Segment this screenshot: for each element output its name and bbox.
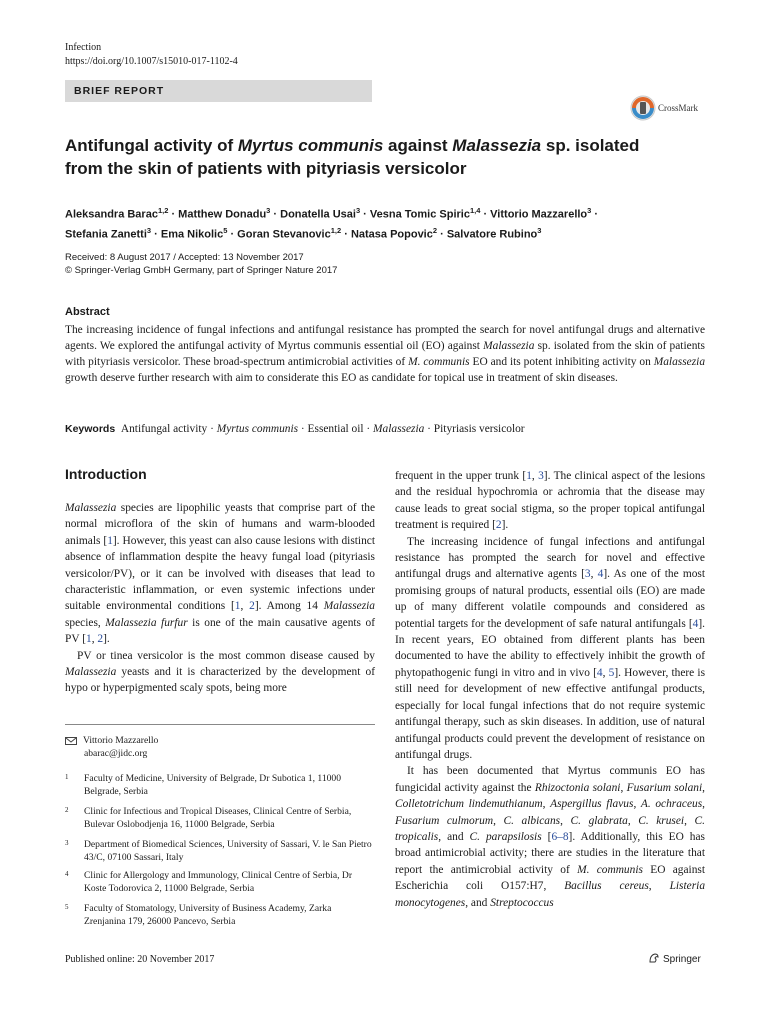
crossmark-label: CrossMark: [658, 103, 698, 113]
introduction-heading: Introduction: [65, 466, 147, 482]
citation-link[interactable]: 4: [692, 617, 699, 630]
author: Stefania Zanetti: [65, 228, 147, 241]
crossmark-icon: [629, 94, 719, 122]
right-column: [395, 468, 705, 911]
article-title: Antifungal activity of Myrtus communis against Malassezia sp. isolated from the skin of patients with pityriasis versicolor: [65, 136, 640, 178]
publisher-name: Springer: [663, 954, 701, 965]
author: Vittorio Mazzarello: [490, 208, 588, 221]
publisher-logo: [648, 952, 701, 965]
journal-name: Infection: [65, 42, 102, 53]
section-label: BRIEF REPORT: [65, 80, 372, 102]
left-column: [65, 500, 375, 697]
paragraph: The increasing incidence of fungal infections and antifungal resistance has prompted the search for novel and effective antifungal drugs and alternative agents [3, 4]. As one of the most promising groups of natural products, essential oils (EO) are made up of many different volatile compounds and considered as potential targets for the development of safe natural antifungals [4]. In recent years, EO obtained from different plants has been documented to have the ability to effectively inhibit the growth of phytopathogenic fungi in vitro and in vivo [4, 5]. However, there is still need for development of new effective antifungal products, especially for local fungal infections that do not require systemic antifungal therapy, such as skin diseases. In addition, use of natural antifungal products could prevent the development of resistance on antifungal drugs.: [395, 535, 706, 761]
paragraph: frequent in the upper trunk [1, 3]. The clinical aspect of the lesions and the residual hypochromia or achromia that the disease may cause leads to great social stigma, so the proper topical antifungal treatment is required [2].: [395, 470, 705, 532]
affiliation: 1 Faculty of Medicine, University of Belgrade, Dr Subotica 1, 11000 Belgrade, Serbia: [65, 773, 342, 797]
keywords-heading: Keywords: [65, 423, 116, 435]
abstract-text: The increasing incidence of fungal infections and antifungal resistance has prompted the search for novel antifungal drugs and alternative agents. We explored the antifungal activity of Myrtus communis essential oil (EO) against Malassezia sp. isolated from the skin of patients with pityriasis versicolor. These broad-spectrum antimicrobial activities of M. communis EO and its potent inhibiting activity on Malassezia growth deserve further research with aim to considerate this EO as candidate for topical use in treatment of skin diseases.: [65, 324, 706, 384]
crossmark-badge[interactable]: [629, 94, 719, 122]
paragraph: Malassezia species are lipophilic yeasts that comprise part of the normal microflora of the skin of humans and warm-blooded animals [1]. However, this yeast can also cause lesions with distinct absence of inflammation despite the heavy fungal load (pityriasis versicolor/PV), or it can be involved with diseases that lead to characteristic inflammation, or even systemic infections under suitable environmental conditions [1, 2]. Among 14 Malassezia species, Malassezia furfur is one of the main causative agents of PV [1, 2].: [65, 502, 375, 646]
correspondence: [65, 735, 158, 760]
footnote-divider: [65, 724, 375, 725]
author: Salvatore Rubino: [446, 228, 538, 241]
citation-link[interactable]: 3: [584, 568, 591, 581]
copyright-notice: © Springer-Verlag GmbH Germany, part of Springer Nature 2017: [65, 265, 338, 276]
citation-link[interactable]: 1: [234, 600, 241, 613]
published-date: Published online: 20 November 2017: [65, 954, 215, 965]
citation-link[interactable]: 2: [495, 519, 502, 532]
author-list: Aleksandra Barac$^{1,2}$ · Matthew Donadu$^3$ · Donatella Usai$^3$ · Vesna Tomic Spiric$^{1,4}$ · Vittorio Mazzarello$^3$ · Stefania Zanetti$^3$ · Ema Nikolic$^5$ · Goran Stevanovic$^{1,2}$ · Natasa Popovic$^2$ · Salvatore Rubino$^3$: [65, 206, 599, 241]
affiliation: 4 Clinic for Allergology and Immunology, Clinical Centre of Serbia, Dr Koste Todorovica 2, 11000 Belgrade, Serbia: [65, 870, 353, 894]
citation-link[interactable]: 6–8: [551, 830, 569, 843]
citation-link[interactable]: 5: [608, 666, 615, 679]
paragraph: It has been documented that Myrtus communis EO has fungicidal activity against the Rhizoctonia solani, Fusarium solani, Colletotrichum lindemuthianum, Aspergillus flavus, A. ochraceus, Fusarium culmorum, C. albicans, C. glabrata, C. krusei, C. tropicalis, and C. parapsilosis [6–8]. Additionally, this EO has broad antimicrobial activity; there are studies in the literature that report the antimicrobial activity of M. communis EO against Escherichia coli O157:H7, Bacillus cereus, Listeria monocytogenes, and Streptococcus: [395, 765, 706, 909]
citation-link[interactable]: 3: [538, 470, 544, 482]
author: Matthew Donadu: [178, 208, 267, 221]
citation-link[interactable]: 1: [526, 470, 532, 482]
affiliation: 3 Department of Biomedical Sciences, University of Sassari, V. le San Pietro 43/C, 07100 Sassari, Italy: [65, 839, 372, 863]
affiliation: 5 Faculty of Stomatology, University of Business Academy, Zarka Zrenjanina 179, 26000 Pancevo, Serbia: [65, 903, 332, 927]
doi-link[interactable]: https://doi.org/10.1007/s15010-017-1102-4: [65, 56, 238, 67]
envelope-icon: [65, 737, 77, 745]
article-dates: [65, 251, 337, 277]
author: Aleksandra Barac: [65, 208, 158, 221]
author: Natasa Popovic: [350, 228, 433, 241]
keywords: Keywords Antifungal activity · Myrtus communis · Essential oil · Malassezia · Pityriasis versicolor: [65, 423, 525, 435]
abstract-heading: Abstract: [65, 306, 110, 318]
citation-link[interactable]: 2: [97, 633, 104, 646]
citation-link[interactable]: 1: [86, 633, 92, 646]
correspondence-name: Vittorio Mazzarello: [83, 735, 159, 746]
citation-link[interactable]: 2: [249, 600, 255, 613]
author: Vesna Tomic Spiric: [369, 208, 470, 221]
springer-horse-icon: [648, 952, 660, 964]
author: Ema Nikolic: [160, 228, 224, 241]
citation-link[interactable]: 4: [597, 568, 604, 581]
author: Goran Stevanovic: [237, 228, 331, 241]
citation-link[interactable]: 4: [596, 666, 603, 679]
citation-link[interactable]: 1: [107, 534, 113, 547]
paragraph: PV or tinea versicolor is the most common disease caused by Malassezia yeasts and it is characterized by the development of hypo or hyperpigmented scaly spots, being more: [65, 649, 375, 695]
affiliation: 2 Clinic for Infectious and Tropical Diseases, Clinical Centre of Serbia, Bulevar Oslobodjenja 16, 11000 Belgrade, Serbia: [65, 806, 352, 830]
received-accepted: Received: 8 August 2017 / Accepted: 13 November 2017: [65, 252, 304, 263]
author: Donatella Usai: [280, 208, 356, 221]
correspondence-email[interactable]: abarac@jidc.org: [84, 747, 148, 759]
